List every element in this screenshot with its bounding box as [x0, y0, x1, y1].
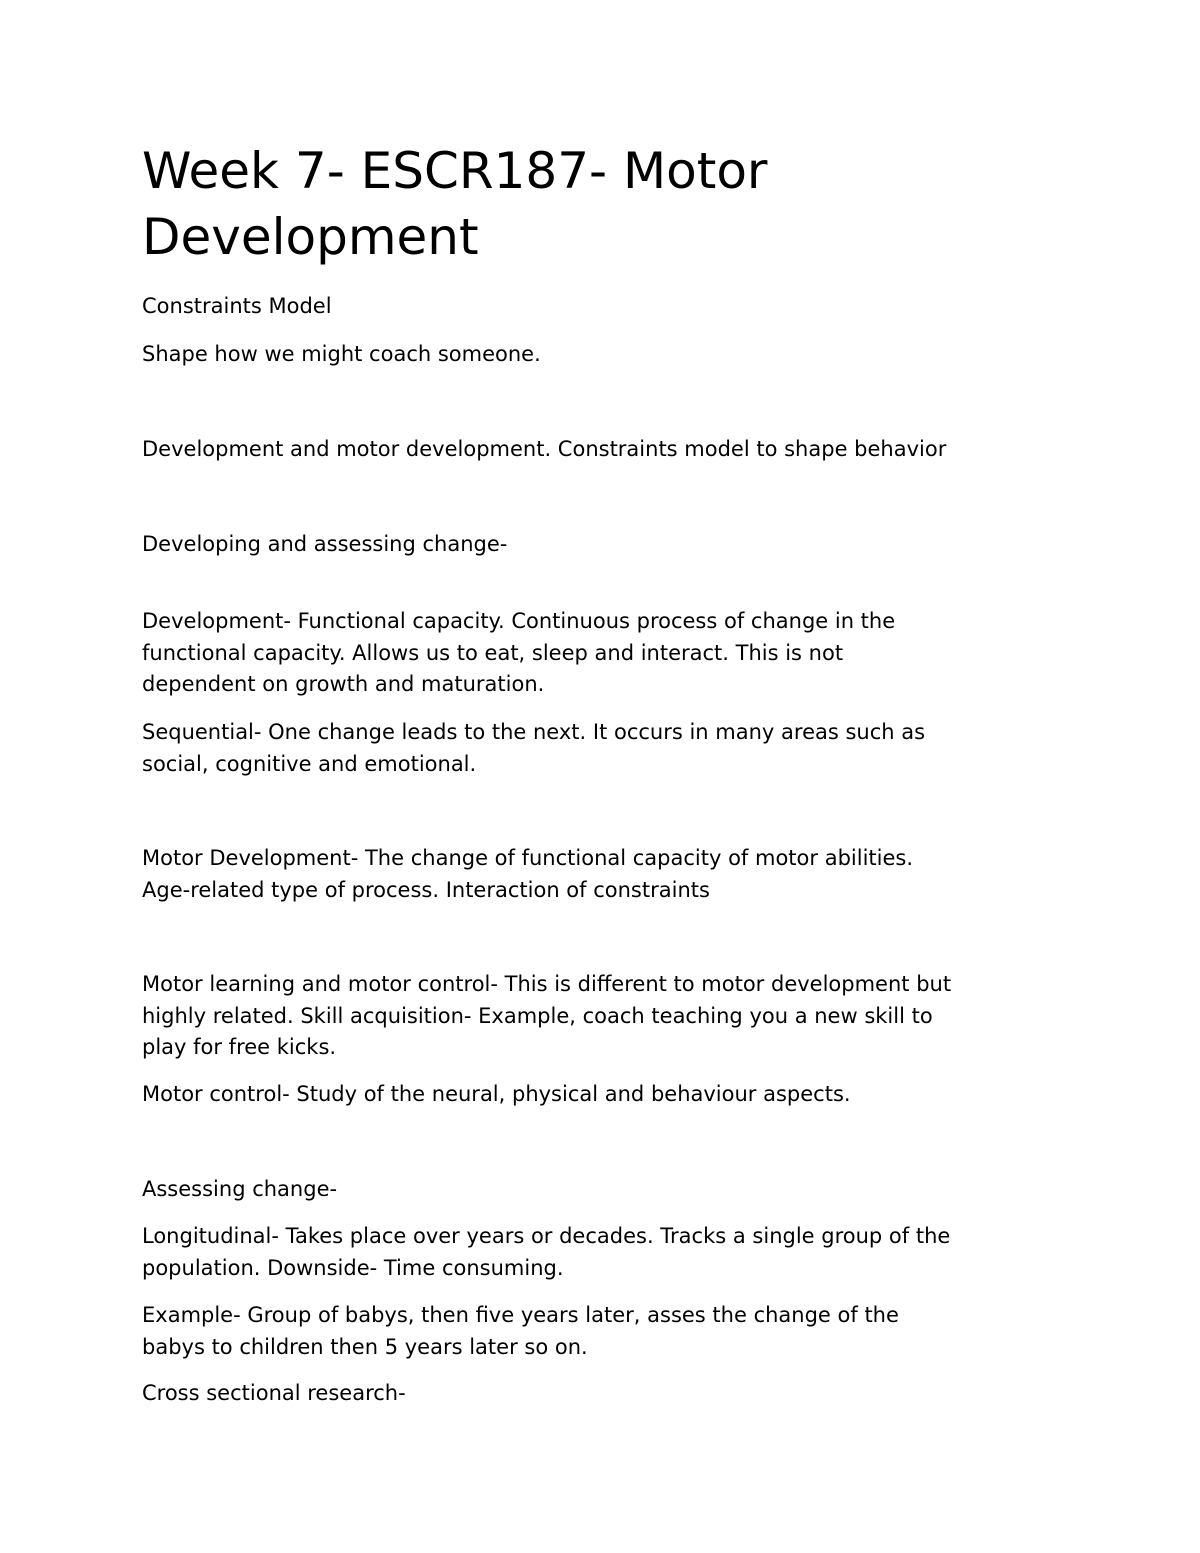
text-line: Age-related type of process. Interaction of constraints	[142, 877, 710, 902]
text-line: Example- Group of babys, then five years later, asses the change of the	[142, 1303, 899, 1327]
text-line: highly related. Skill acquisition- Example, coach teaching you a new skill to	[142, 1003, 933, 1028]
text-line: Development- Functional capacity. Continuous process of change in the	[142, 609, 896, 633]
text-line: Developing and assessing change-	[142, 532, 508, 556]
text-line: Shape how we might coach someone.	[142, 342, 541, 366]
paragraph-assessing-change	[142, 1174, 1072, 1206]
text-line: dependent on growth and maturation.	[142, 672, 545, 696]
text-line: Development and motor development. Constraints model to shape behavior	[142, 437, 947, 461]
paragraph-motor-control	[142, 1079, 1072, 1111]
text-line: Motor learning and motor control- This is different to motor development but	[142, 972, 952, 996]
document-title	[142, 138, 1072, 270]
text-line: Constraints Model	[142, 294, 332, 318]
text-line: population. Downside- Time consuming.	[142, 1255, 564, 1280]
paragraph-motor-development	[142, 843, 1072, 906]
text-line: Sequential- One change leads to the next. It occurs in many areas such as	[142, 720, 926, 744]
paragraph-shape-coaching	[142, 339, 1072, 371]
paragraph-developing-assessing	[142, 529, 1072, 561]
text-line: Motor Development- The change of functional capacity of motor abilities.	[142, 846, 914, 870]
text-line: babys to children then 5 years later so on.	[142, 1334, 588, 1359]
text-line: Cross sectional research-	[142, 1381, 406, 1405]
paragraph-sequential	[142, 717, 1072, 780]
paragraph-development-functional	[142, 606, 1072, 701]
text-line: Longitudinal- Takes place over years or decades. Tracks a single group of the	[142, 1224, 951, 1248]
paragraph-constraints-model	[142, 291, 1072, 323]
text-line: Motor control- Study of the neural, physical and behaviour aspects.	[142, 1082, 851, 1106]
paragraph-longitudinal	[142, 1221, 1072, 1284]
text-line: social, cognitive and emotional.	[142, 751, 477, 776]
paragraph-cross-sectional	[142, 1378, 1072, 1410]
paragraph-motor-learning	[142, 969, 1072, 1064]
text-line: functional capacity. Allows us to eat, sleep and interact. This is not	[142, 640, 844, 665]
title-line: Week 7- ESCR187- Motor	[142, 142, 768, 200]
paragraph-example	[142, 1300, 1072, 1363]
text-line: Assessing change-	[142, 1177, 338, 1201]
title-line: Development	[142, 208, 479, 266]
text-line: play for free kicks.	[142, 1035, 337, 1059]
paragraph-development-motor	[142, 434, 1072, 466]
